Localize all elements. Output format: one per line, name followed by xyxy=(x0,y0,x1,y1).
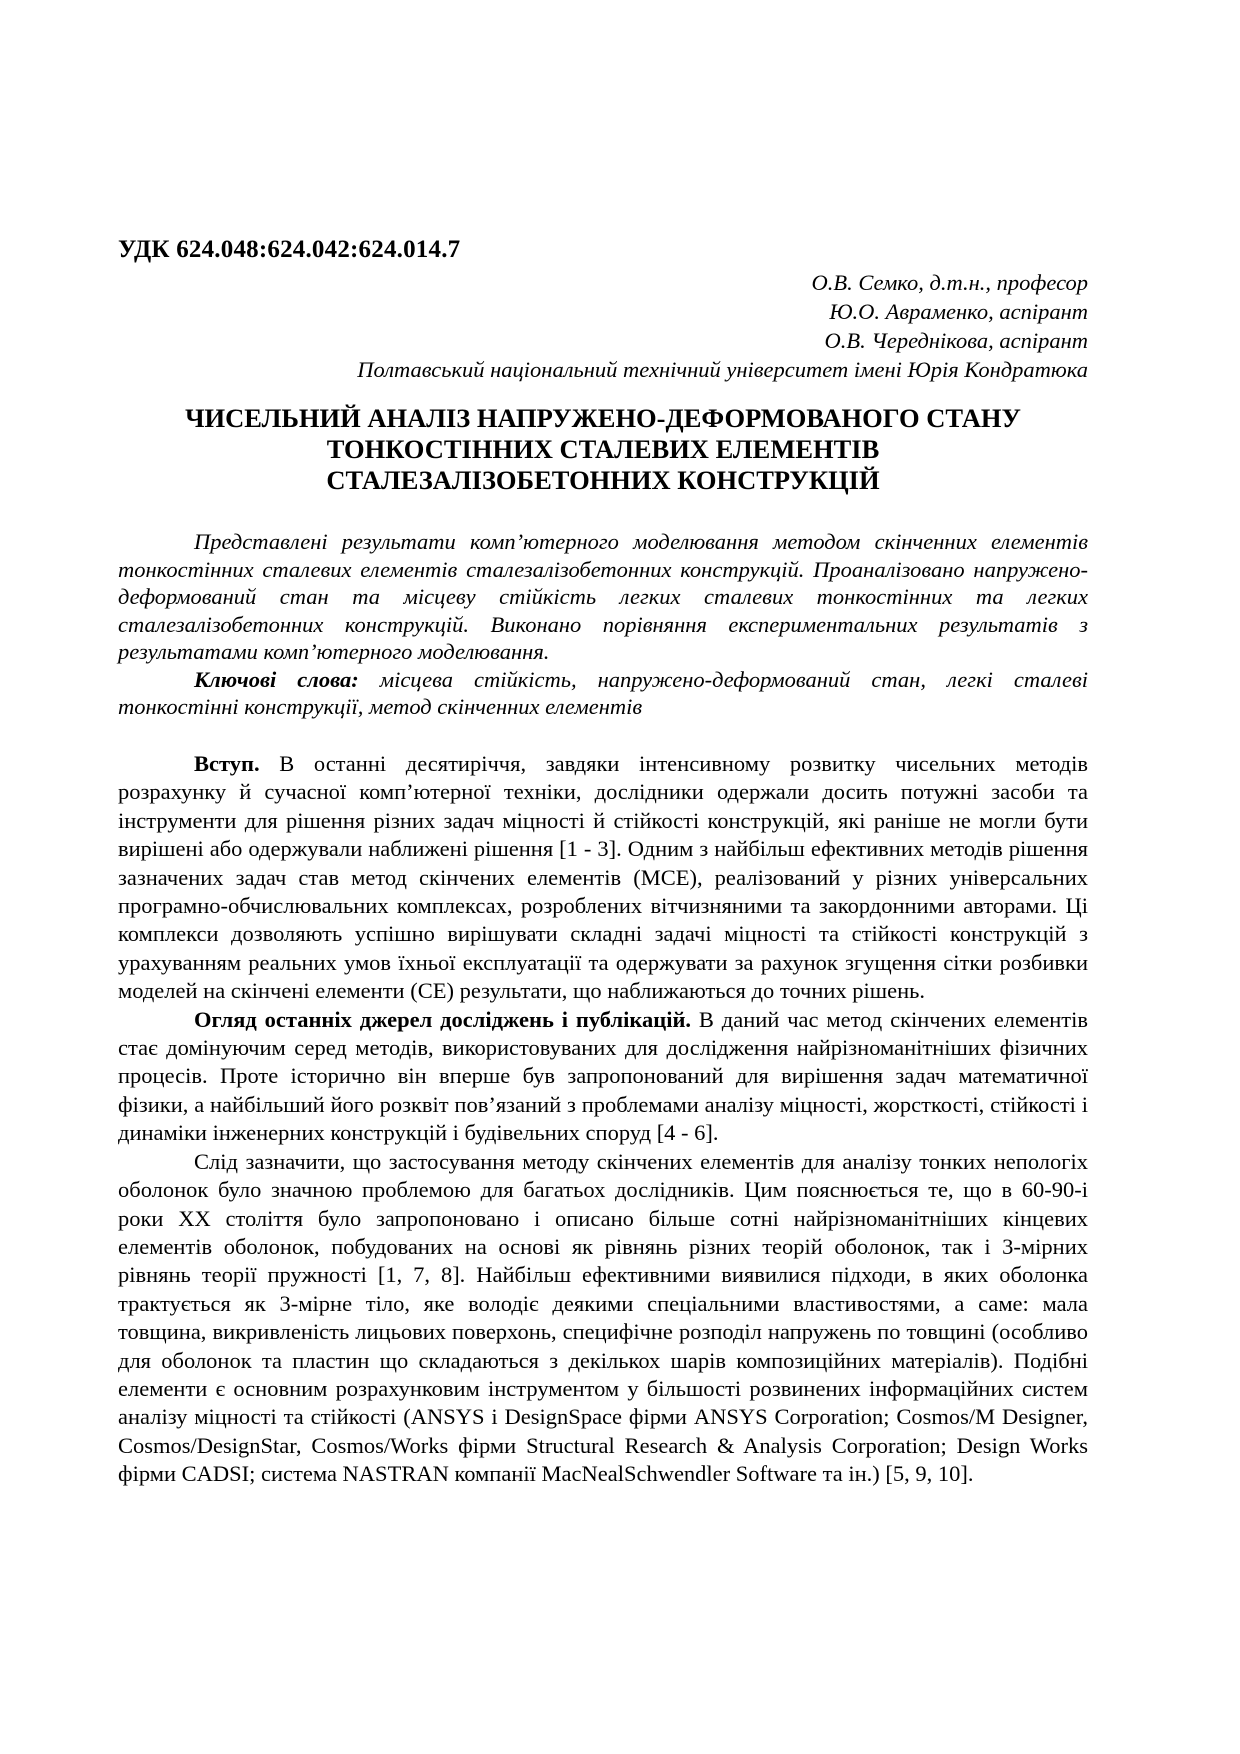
introduction-text: В останні десятиріччя, завдяки інтенсивному розвитку чисельних методів розрахунку й сучасної комп’ютерної техніки, дослідники одержали досить потужні засоби та інструменти для рішення різних задач міцності й стійкості конструкцій, які раніше не могли бути вирішені або одержували наближені рішення [1 - 3]. Одним з найбільш ефективних методів рішення зазначених задач став метод скінчених елементів (МСЕ), реалізований у різних універсальних програмно-обчислювальних комплексах, розроблених вітчизняними та закордонними авторами. Ці комплекси дозволяють успішно вирішувати складні задачі міцності та стійкості конструкцій з урахуванням реальних умов їхньої експлуатації та одержувати за рахунок згущення сітки розбивки моделей на скінчені елементи (СЕ) результати, що наближаються до точних рішень. xyxy=(118,751,1088,1004)
paragraph-introduction xyxy=(118,750,1088,1006)
title-line-1: ЧИСЕЛЬНИЙ АНАЛІЗ НАПРУЖЕНО-ДЕФОРМОВАНОГО СТАНУ xyxy=(185,403,1021,433)
keywords-list: місцева стійкість, напружено-деформований стан, легкі сталеві тонкостінні конструкції, метод скінченних елементів xyxy=(118,666,1088,719)
author-2: Ю.О. Авраменко, аспірант xyxy=(829,299,1088,324)
udc-code: УДК 624.048:624.042:624.014.7 xyxy=(118,236,461,263)
keywords-label: Ключові слова: xyxy=(194,666,359,692)
title-line-2: ТОНКОСТІННИХ СТАЛЕВИХ ЕЛЕМЕНТІВ xyxy=(326,434,880,464)
author-1: О.В. Семко, д.т.н., професор xyxy=(811,270,1088,295)
review-heading: Огляд останніх джерел досліджень і публікацій. xyxy=(194,1006,692,1032)
paragraph-shells: Слід зазначити, що застосування методу скінчених елементів для аналізу тонких непологіх оболонок було значною проблемою для багатьох дослідників. Цим пояснюється те, що в 60-90-і роки XX століття було запропоновано і описано більше сотні найрізноманітніших кінцевих елементів оболонок, побудованих на основі як рівнянь різних теорій оболонок, так і 3-мірних рівнянь теорії пружності [1, 7, 8]. Найбільш ефективними виявилися підходи, в яких оболонка трактується як 3-мірне тіло, яке володіє деякими спеціальними властивостями, а саме: мала товщина, викривленість лицьових поверхонь, специфічне розподіл напружень по товщині (особливо для оболонок та пластин що складаються з декількох шарів композиційних матеріалів). Подібні елементи є основним розрахунковим інструментом у більшості розвинених інформаційних систем аналізу міцності та стійкості (ANSYS і DesignSpace фірми ANSYS Corporation; Cosmos/M Designer, Cosmos/DesignStar, Cosmos/Works фірми Structural Research & Analysis Corporation; Design Works фірми CADSI; система NASTRAN компанії MacNealSchwendler Software та ін.) [5, 9, 10]. xyxy=(118,1148,1088,1487)
body-text xyxy=(118,750,1088,1489)
author-block xyxy=(188,268,1088,384)
keywords xyxy=(118,666,1088,721)
review-text: В даний час метод скінчених елементів стає домінуючим серед методів, використовуваних для дослідження найрізноманітніших фізичних процесів. Проте історично він вперше був запропонований для вирішення задач математичної фізики, а найбільший його розквіт пов’язаний з проблемами аналізу міцності, жорсткості, стійкості і динаміки інженерних конструкцій і будівельних споруд [4 - 6]. xyxy=(118,1006,1088,1146)
title-line-3: СТАЛЕЗАЛІЗОБЕТОННИХ КОНСТРУКЦІЙ xyxy=(326,465,880,495)
author-3: О.В. Череднікова, аспірант xyxy=(824,328,1088,353)
abstract xyxy=(118,528,1088,721)
abstract-text: Представлені результати комп’ютерного моделювання методом скінченних елементів тонкостінних сталевих елементів сталезалізобетонних конструкцій. Проаналізовано напружено-деформований стан та місцеву стійкість легких сталевих тонкостінних та легких сталезалізобетонних конструкцій. Виконано порівняння експериментальних результатів з результатами комп’ютерного моделювання. xyxy=(118,529,1088,664)
introduction-heading: Вступ. xyxy=(194,751,260,776)
paragraph-review xyxy=(118,1006,1088,1148)
paper-title xyxy=(118,403,1088,496)
affiliation: Полтавський національний технічний університет імені Юрія Кондратюка xyxy=(357,357,1088,382)
